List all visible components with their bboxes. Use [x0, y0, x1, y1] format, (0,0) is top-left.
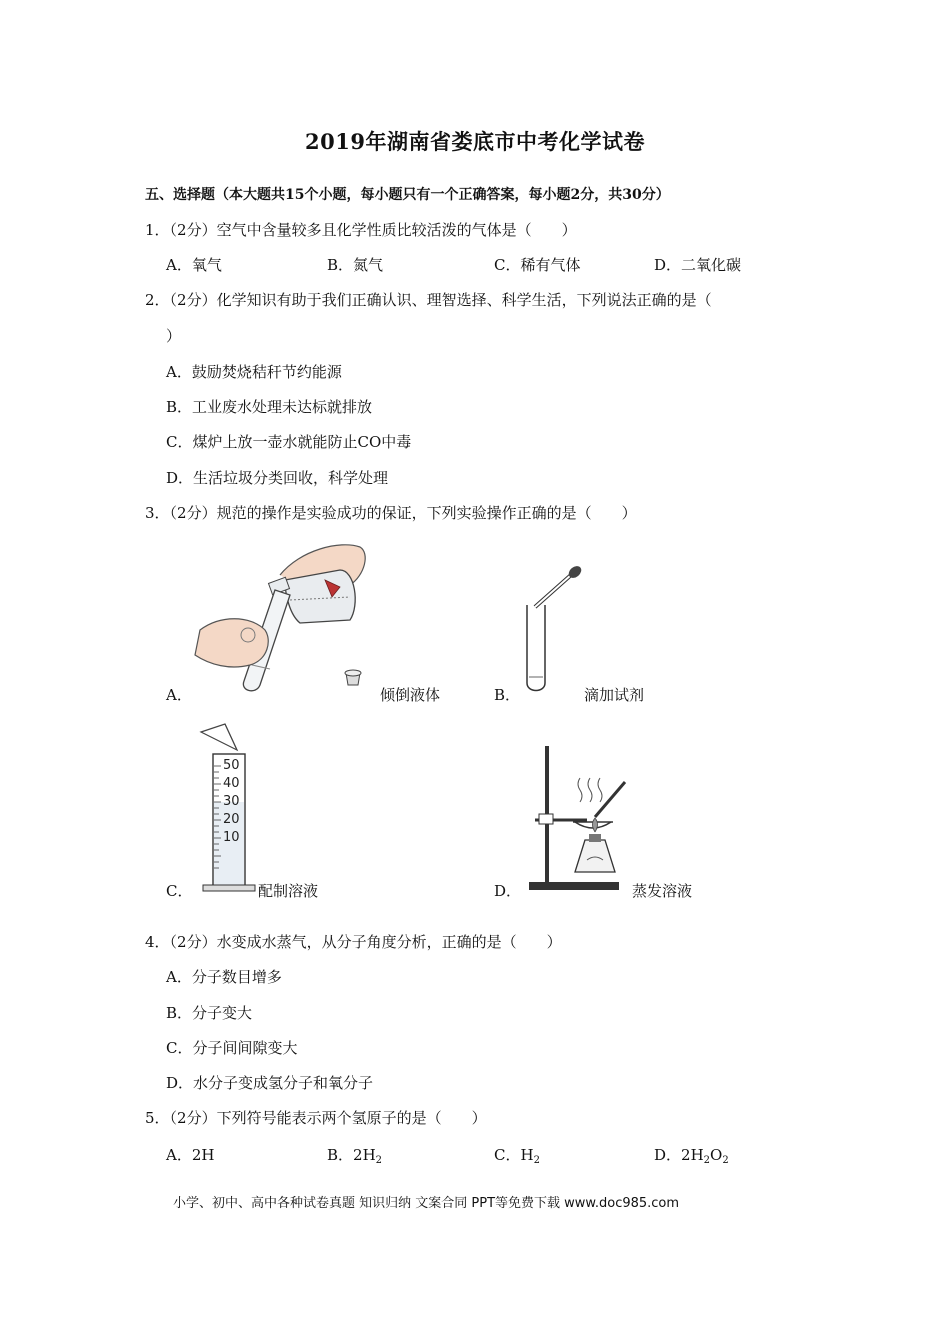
question-5-option-b: B．$2H_2$: [327, 1146, 383, 1166]
cylinder-mark-20: 20: [223, 812, 240, 827]
question-3-option-d-caption: 蒸发溶液: [632, 882, 693, 900]
cylinder-mark-10: 10: [223, 830, 240, 845]
section-heading: 五、选择题（本大题共15个小题，每小题只有一个正确答案，每小题2分，共30分）: [145, 187, 670, 203]
question-4-option-b: B．分子变大: [166, 1004, 253, 1022]
question-3-option-b-caption: 滴加试剂: [584, 686, 645, 704]
question-3-stem: 3．（2分）规范的操作是实验成功的保证，下列实验操作正确的是（ ）: [145, 504, 637, 522]
question-2-stem: 2．（2分）化学知识有助于我们正确认识、理智选择、科学生活，下列说法正确的是（: [145, 291, 712, 309]
question-1-option-c: C．稀有气体: [494, 256, 581, 274]
evaporation-dish-illustration: [525, 742, 635, 892]
question-3-option-a-caption: 倾倒液体: [380, 686, 441, 704]
question-1-option-b: B．氮气: [327, 256, 384, 274]
page-title: 2019年湖南省娄底市中考化学试卷: [305, 129, 645, 154]
cylinder-mark-30: 30: [223, 794, 240, 809]
question-5-option-a: A．2H: [166, 1146, 215, 1164]
question-5-option-d: D．$2H_2O_2$: [654, 1146, 729, 1166]
question-5-option-c: C．$H_2$: [494, 1146, 540, 1166]
question-3-option-a-letter: A．: [166, 686, 192, 704]
question-2-stem-continued: ）: [166, 327, 182, 345]
cylinder-mark-50: 50: [223, 758, 240, 773]
question-2-option-d: D．生活垃圾分类回收，科学处理: [166, 469, 389, 487]
cylinder-mark-40: 40: [223, 776, 240, 791]
question-3-option-b-letter: B．: [494, 686, 521, 704]
question-3-option-d-letter: D．: [494, 882, 522, 900]
question-2-option-c: C．煤炉上放一壶水就能防止CO中毒: [166, 433, 412, 451]
question-1-option-d: D．二氧化碳: [654, 256, 742, 274]
question-2-option-b: B．工业废水处理未达标就排放: [166, 398, 373, 416]
question-4-option-c: C．分子间间隙变大: [166, 1039, 298, 1057]
pouring-liquid-illustration: [190, 535, 380, 700]
question-4-option-d: D．水分子变成氢分子和氧分子: [166, 1074, 374, 1092]
question-3-option-c-caption: 配制溶液: [258, 882, 319, 900]
question-1-stem: 1．（2分）空气中含量较多且化学性质比较活泼的气体是（ ）: [145, 221, 577, 239]
question-5-stem: 5．（2分）下列符号能表示两个氢原子的是（ ）: [145, 1109, 487, 1127]
question-4-option-a: A．分子数目增多: [166, 968, 282, 986]
question-2-option-a: A．鼓励焚烧秸秆节约能源: [166, 363, 342, 381]
graduated-cylinder-illustration: [195, 722, 260, 894]
footer-download-banner[interactable]: 小学、初中、高中各种试卷真题 知识归纳 文案合同 PPT等免费下载 www.doc985.com: [173, 1196, 680, 1211]
question-3-option-c-letter: C．: [166, 882, 193, 900]
question-4-stem: 4．（2分）水变成水蒸气，从分子角度分析，正确的是（ ）: [145, 933, 562, 951]
question-1-option-a: A．氧气: [166, 256, 222, 274]
dropper-test-tube-illustration: [515, 565, 585, 695]
